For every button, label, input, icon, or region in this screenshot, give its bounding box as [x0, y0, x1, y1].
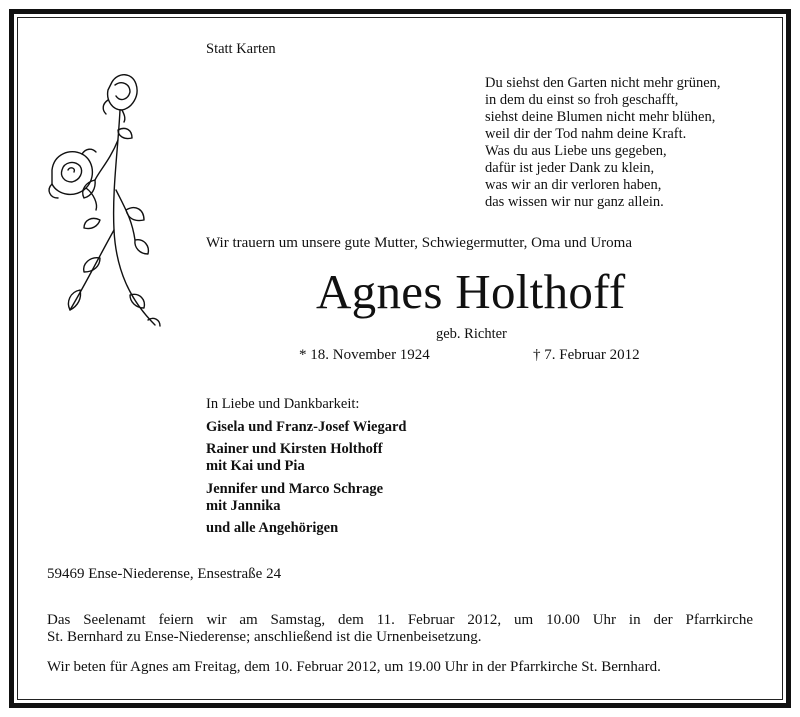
- service-line-2: St. Bernhard zu Ense-Niederense; anschließend ist die Urnenbeisetzung.: [47, 629, 482, 645]
- prayer-line: Wir beten für Agnes am Freitag, dem 10. Februar 2012, um 19.00 Uhr in der Pfarrkirche St. Bernhard.: [47, 659, 661, 675]
- address: 59469 Ense-Niederense, Ensestraße 24: [47, 566, 282, 582]
- death-date: † 7. Februar 2012: [533, 347, 640, 363]
- mourner-line: Gisela und Franz-Josef Wiegard: [206, 419, 407, 435]
- poem-line: Was du aus Liebe uns gegeben,: [485, 143, 667, 159]
- mourner-line: Rainer und Kirsten Holthoff: [206, 441, 383, 457]
- poem-line: Du siehst den Garten nicht mehr grünen,: [485, 75, 721, 91]
- statt-karten: Statt Karten: [206, 41, 276, 57]
- mourner-line: mit Kai und Pia: [206, 458, 305, 474]
- rose-branch-icon: [40, 70, 165, 335]
- poem: [485, 75, 721, 211]
- poem-line: weil dir der Tod nahm deine Kraft.: [485, 126, 687, 142]
- poem-line: siehst deine Blumen nicht mehr blühen,: [485, 109, 716, 125]
- poem-line: was wir an dir verloren haben,: [485, 177, 662, 193]
- birth-date: * 18. November 1924: [299, 347, 430, 363]
- poem-line: in dem du einst so froh geschafft,: [485, 92, 679, 108]
- poem-line: das wissen wir nur ganz allein.: [485, 194, 664, 210]
- deceased-name: Agnes Holthoff: [316, 264, 626, 319]
- service-line-1: Das Seelenamt feiern wir am Samstag, dem 11. Februar 2012, um 10.00 Uhr in der Pfarrkirche: [47, 612, 753, 628]
- intro-text: Wir trauern um unsere gute Mutter, Schwiegermutter, Oma und Uroma: [206, 235, 632, 251]
- mourner-line: Jennifer und Marco Schrage: [206, 481, 384, 497]
- mourner-line: mit Jannika: [206, 498, 281, 514]
- poem-line: dafür ist jeder Dank zu klein,: [485, 160, 655, 176]
- maiden-name: geb. Richter: [436, 326, 507, 342]
- mourner-line: und alle Angehörigen: [206, 520, 339, 536]
- mourners-heading: In Liebe und Dankbarkeit:: [206, 396, 360, 412]
